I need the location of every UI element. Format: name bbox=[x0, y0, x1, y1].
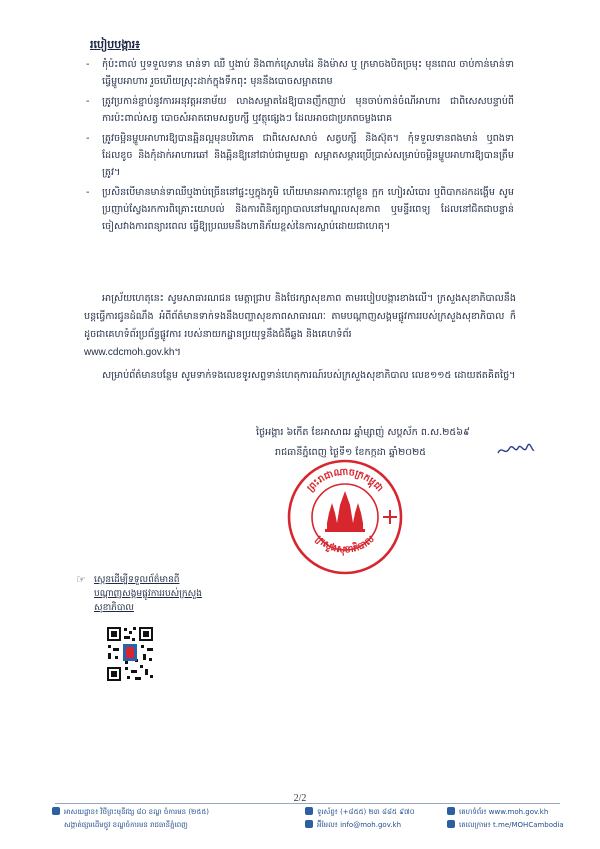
qr-code-icon[interactable] bbox=[105, 625, 155, 683]
location-icon bbox=[52, 807, 60, 815]
solar-date: រាជធានីភ្នំពេញ ថ្ងៃទី១ ខែកក្កដា ឆ្នាំ២០២៥ bbox=[275, 447, 427, 458]
svg-text:ក្រសួងសុខាភិបាល: ក្រសួងសុខាភិបាល bbox=[313, 533, 377, 556]
footer-contact bbox=[305, 806, 415, 832]
address-line: អាសយដ្ឋាន៖ វិថីព្រះមុនីវង្ស ៨០ ខណ្ឌ ចំការមន (២៥៥) bbox=[64, 808, 210, 816]
list-item: - ត្រូវចម្អិនម្ហូបអាហារឱ្យបានឆ្អិនល្អមុនបរិភោគ ជាពិសេសសាច់ សត្វបក្សី និងស៊ុត។ កុំទទួលទានពងមាន់ ឬពងទាដែលខូច និងកុំដាក់អាហារឆៅ និងឆ្អិនឱ្យនៅជាប់ជាមួយគ្នា សម្អាតសម្ភារប្រើប្រាស់សម្រាប់ចម្អិនម្ហូបអាហារឱ្យបានត្រឹមត្រូវ។ bbox=[84, 130, 514, 181]
email-icon bbox=[305, 820, 313, 828]
website-link[interactable]: គេហទំព័រ៖ www.moh.gov.kh bbox=[459, 808, 549, 816]
section-heading: របៀបបង្ការ៖ bbox=[90, 38, 141, 51]
footer-divider bbox=[55, 803, 560, 804]
prevention-list bbox=[84, 56, 514, 238]
lunar-date: ថ្ងៃអង្គារ ៦កើត ខែអាសាឍ ឆ្នាំម្សាញ់ សប្តស័ក ព.ស.២៥៦៩ bbox=[256, 427, 470, 438]
list-item: - ប្រសិនបើមានមាន់ទាឈឺឬងាប់ច្រើននៅផ្ទះឬក្នុងភូមិ ហើយមានអាការៈក្តៅខ្លួន ក្អក ហៀរសំបោរ ឬពិបាកដកដង្ហើម សូមប្រញាប់ស្វែងរកការពិគ្រោះយោបល់ និងការពិនិត្យព្យាបាលនៅមណ្ឌលសុខភាព ឬមន្ទីរពេទ្យ ដែលនៅជិតជាបន្ទាន់ ចៀសវាងការពន្យារពេល ធ្វើឱ្យប្រឈមនឹងហានិភ័យខ្ពស់នៃការស្លាប់ដោយជាហេតុ។ bbox=[84, 184, 514, 235]
globe-icon bbox=[447, 807, 455, 815]
page-number: 2/2 bbox=[293, 793, 307, 804]
scan-info-text: ស្កេនដើម្បីទទួលព័ត៌មានពីបណ្តាញសង្គមផ្លូវការរបស់ក្រសួងសុខាភិបាល bbox=[94, 575, 202, 613]
telegram-link[interactable]: តេលេក្រាម៖ t.me/MOHCambodia bbox=[459, 821, 564, 829]
pointing-hand-icon: ☞ bbox=[76, 573, 86, 586]
announcement-text: អាស្រ័យហេតុនេះ សូមសាធារណជន មេត្តាជ្រាប និងថែរក្សាសុខភាព តាមរបៀបបង្ការខាងលើ។ ក្រសួងសុខាភិបាលនឹងបន្តធ្វើការជូនដំណឹង អំពីព័ត៌មានទាក់ទងនឹងបញ្ហាសុខភាពសាធារណៈ តាមបណ្តាញសង្គមផ្លូវការរបស់ក្រសួងសុខាភិបាល ក៏ដូចជាគេហទំព័រប្រព័ន្ធផ្លូវការ របស់នាយកដ្ឋានប្រយុទ្ធនឹងជំងឺឆ្លង និងគេហទំព័រ bbox=[84, 293, 516, 340]
announcement-paragraph bbox=[84, 290, 516, 362]
phone-icon bbox=[305, 807, 313, 815]
list-item: - កុំប៉ះពាល់ ឬទទួលទាន មាន់ទា ឈឺ ឬងាប់ និងពាក់ស្រោមដៃ និងម៉ាស ឬ ក្រមាចងបិតច្រមុះ មុនពេល ចាប់កាន់មាន់ទាធ្វើម្ហូបអាហារ រួចហើយស្រុះដាក់ក្នុងទឹកពុះ មុននឹងបោចសម្អាតរោម bbox=[84, 56, 514, 90]
cdc-website-link[interactable]: www.cdcmoh.gov.kh។ bbox=[84, 347, 181, 358]
footer bbox=[0, 806, 600, 846]
hotline-paragraph: សម្រាប់ព័ត៌មានបន្ថែម សូមទាក់ទងលេខទូរសព្ទទាន់ហេតុការណ៍របស់ក្រសួងសុខាភិបាល លេខ១១៥ ដោយឥតគិតថ្លៃ។ bbox=[102, 370, 516, 381]
footer-address bbox=[52, 806, 209, 832]
telegram-icon bbox=[447, 820, 455, 828]
address-line: សង្កាត់ផ្សារដើមថ្កូវ ខណ្ឌចំការមន រាជធានីភ្នំពេញ bbox=[64, 821, 188, 829]
ministry-seal-icon bbox=[285, 455, 405, 577]
list-item: - ត្រូវប្រកាន់ខ្ជាប់នូវការអនុវត្តអនាម័យ លាងសម្អាតដៃឱ្យបានញឹកញាប់ មុនចាប់កាន់ចំណីអាហារ ជាពិសេសបន្ទាប់ពីការប៉ះពាល់សត្វ បោចសំអាតរោមសត្វបក្សី ឬវត្ថុផ្សេងៗ ដែលអាចជាប្រភពចម្លងរោគ bbox=[84, 93, 514, 127]
email-link[interactable]: អ៊ីមែល៖ info@moh.gov.kh bbox=[317, 821, 402, 829]
scan-info bbox=[76, 573, 206, 615]
svg-text:ព្រះរាជាណាចក្រកម្ពុជា: ព្រះរាជាណាចក្រកម្ពុជា bbox=[305, 466, 385, 495]
phone-text: ទូរស័ព្ទ៖ (+៨៥៥) ២៣ ៨៨៥ ៩៧០ bbox=[317, 808, 415, 816]
footer-online bbox=[447, 806, 564, 832]
signature-icon bbox=[496, 442, 536, 458]
